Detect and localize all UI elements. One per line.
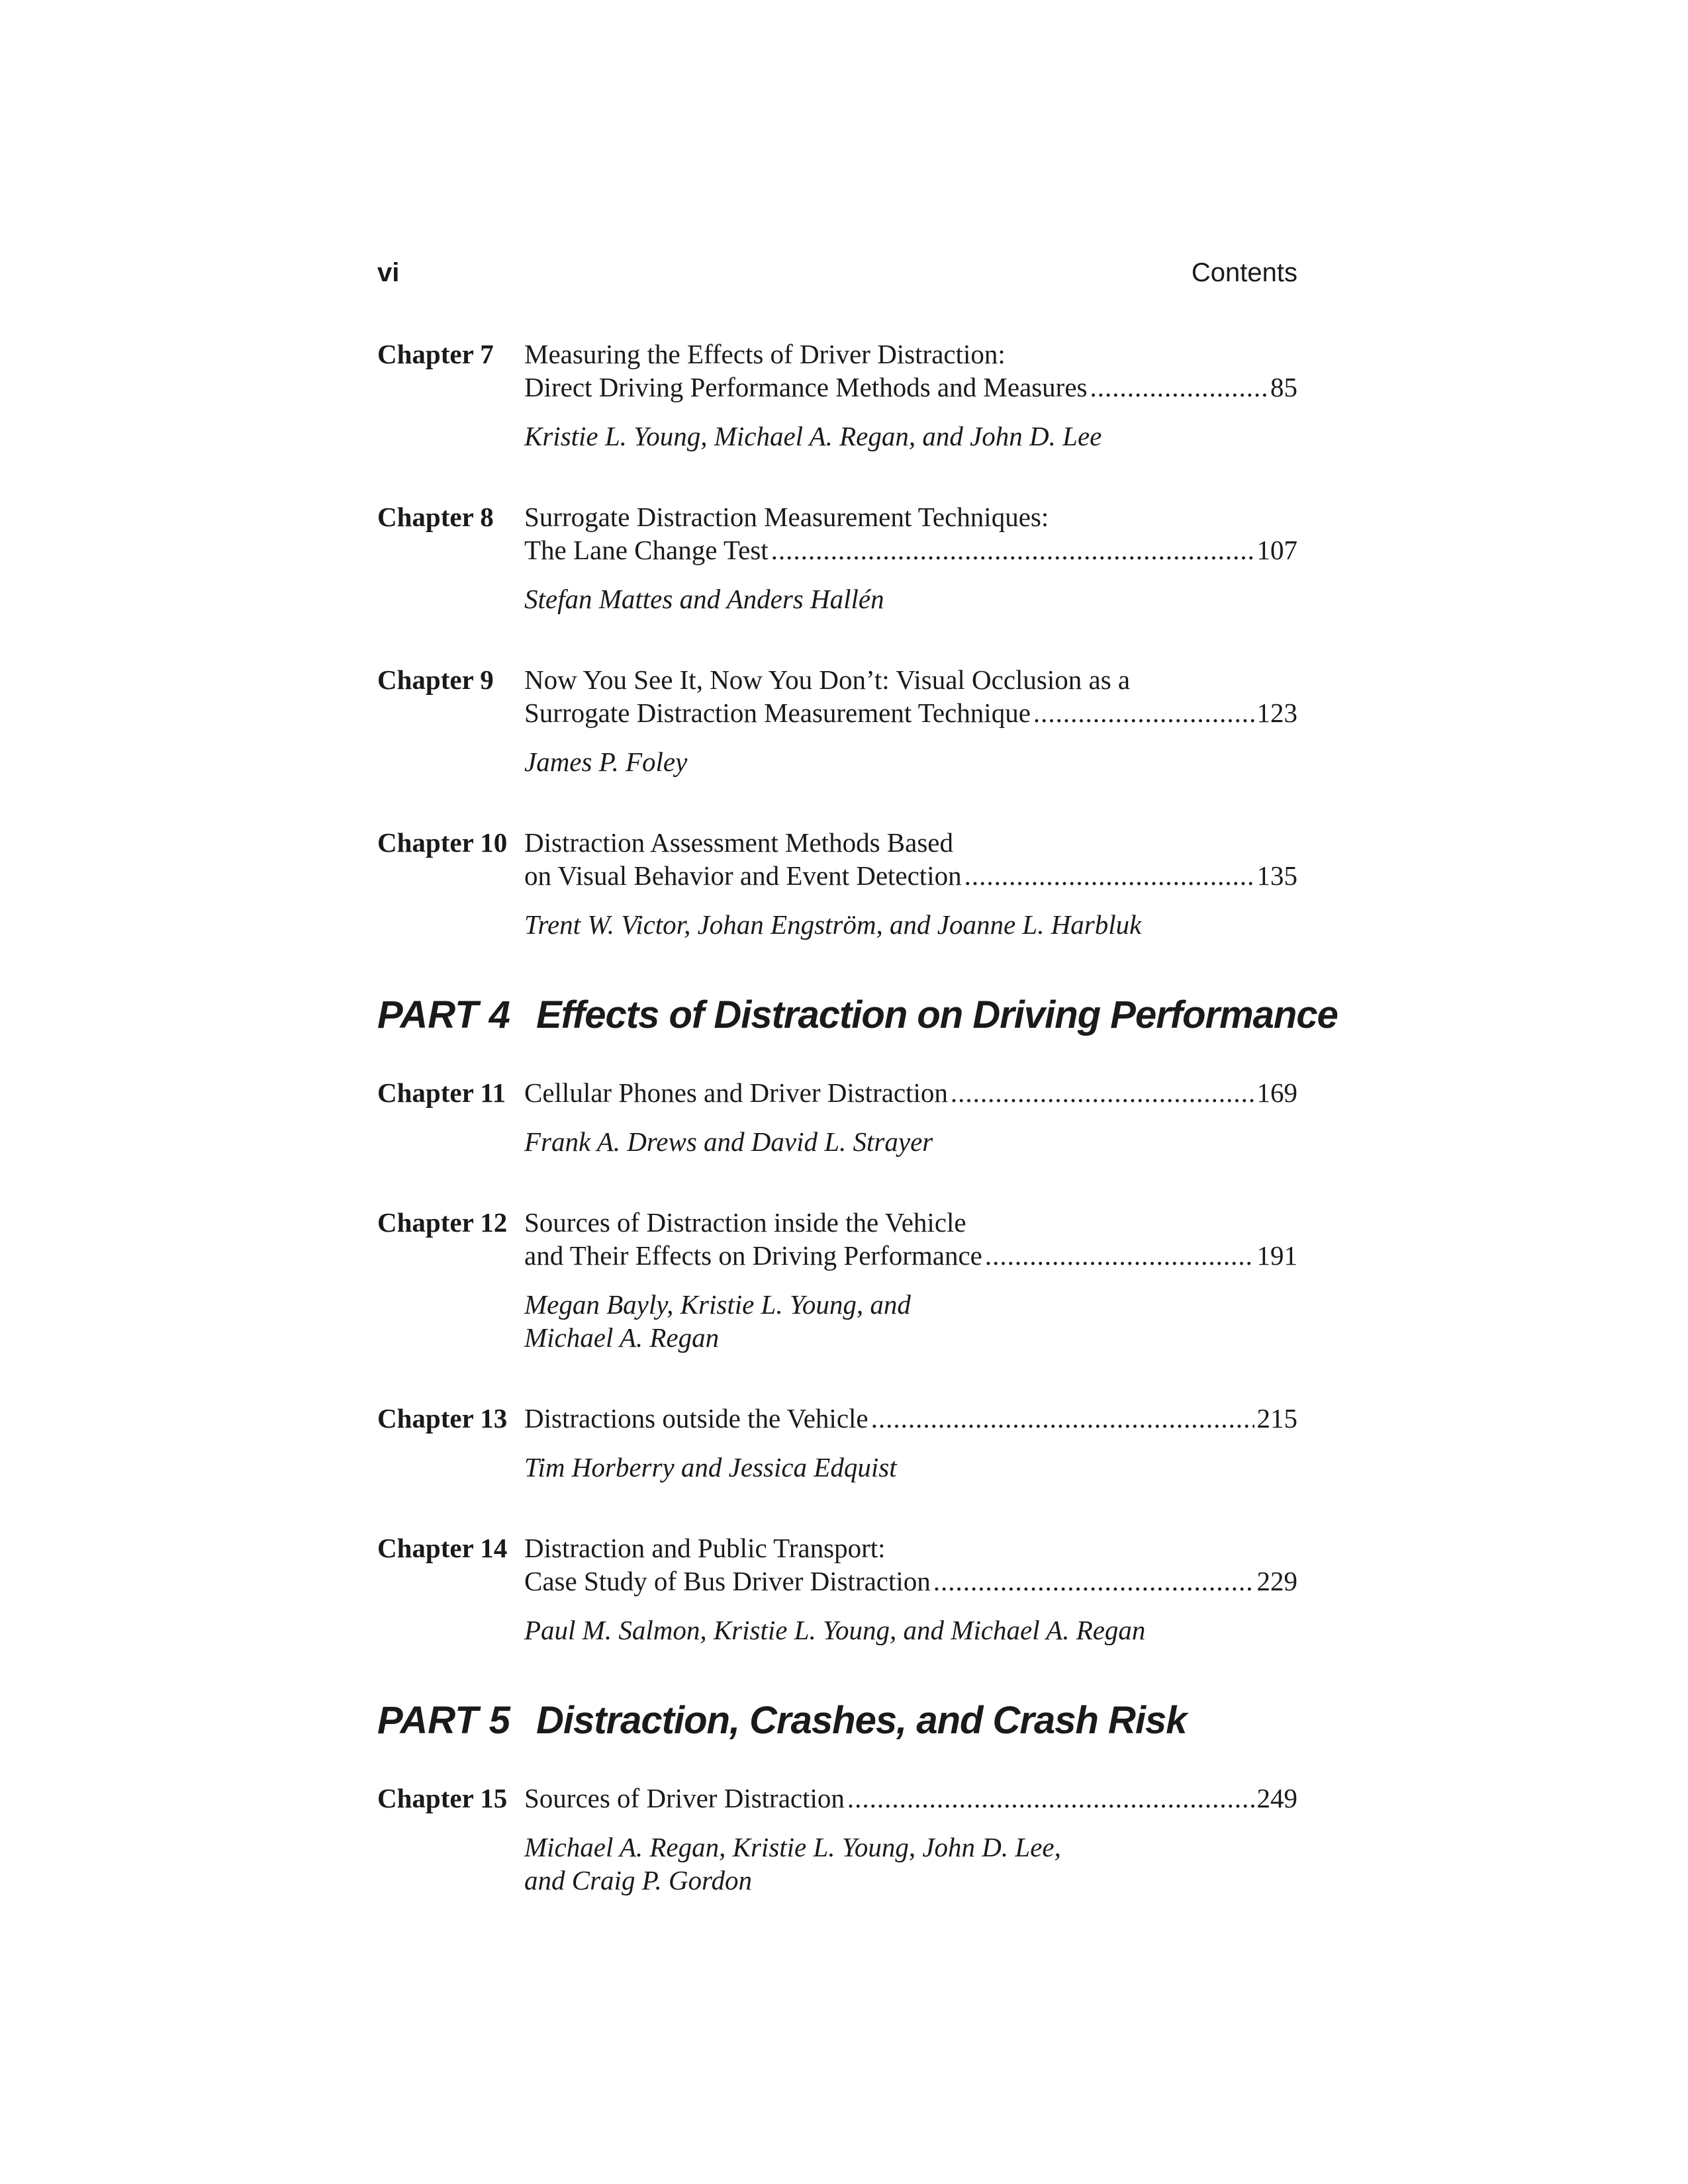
- chapter-label: Chapter 13: [377, 1403, 508, 1433]
- author-line: Kristie L. Young, Michael A. Regan, and John D. Lee: [524, 421, 1102, 451]
- toc-entry[interactable]: [377, 1782, 1297, 1897]
- chapter-authors: [524, 1125, 1297, 1158]
- toc-entry[interactable]: [377, 1206, 1297, 1354]
- chapter-title-line: [524, 533, 1297, 567]
- page-number[interactable]: 169: [1256, 1077, 1297, 1108]
- chapter-label: Chapter 15: [377, 1783, 508, 1813]
- part-heading: [377, 1694, 1297, 1747]
- chapter-authors: [524, 1614, 1297, 1647]
- chapter-label: Chapter 11: [377, 1077, 506, 1108]
- chapter-body: [524, 338, 1297, 453]
- dot-leader: [964, 859, 1254, 892]
- chapter-title-text: Sources of Driver Distraction: [524, 1783, 845, 1813]
- toc-entry[interactable]: [377, 1402, 1297, 1484]
- page-number[interactable]: 123: [1256, 698, 1297, 728]
- toc-entry[interactable]: [377, 338, 1297, 453]
- chapter-title-line: [524, 1402, 1297, 1435]
- page-number[interactable]: 229: [1256, 1566, 1297, 1596]
- page-number[interactable]: 191: [1256, 1240, 1297, 1271]
- dot-leader: [771, 533, 1254, 567]
- author-line: and Craig P. Gordon: [524, 1865, 752, 1895]
- running-section-title: Contents: [1191, 258, 1297, 287]
- toc-entry[interactable]: [377, 1076, 1297, 1158]
- toc-entry[interactable]: [377, 1531, 1297, 1647]
- author-line: Michael A. Regan: [524, 1322, 720, 1353]
- chapter-title-line: Distraction and Public Transport:: [524, 1533, 886, 1563]
- chapter-body: [524, 1782, 1297, 1897]
- toc-entry[interactable]: [377, 500, 1297, 615]
- chapter-title-line: [524, 696, 1297, 729]
- chapter-title-line: Now You See It, Now You Don’t: Visual Occlusion as a: [524, 664, 1131, 695]
- dot-leader: [933, 1565, 1254, 1598]
- chapter-authors: [524, 582, 1297, 615]
- chapter-body: [524, 826, 1297, 941]
- chapter-title-line: [524, 1565, 1297, 1598]
- chapter-body: [524, 1531, 1297, 1647]
- chapter-title-text: The Lane Change Test: [524, 535, 769, 565]
- chapter-title-text: Cellular Phones and Driver Distraction: [524, 1077, 948, 1108]
- chapter-label: Chapter 8: [377, 502, 494, 532]
- toc-entry[interactable]: [377, 826, 1297, 941]
- author-line: Tim Horberry and Jessica Edquist: [524, 1452, 897, 1482]
- chapter-title-text: and Their Effects on Driving Performance: [524, 1240, 982, 1271]
- chapter-title-line: Distraction Assessment Methods Based: [524, 827, 953, 858]
- chapter-title-line: [524, 371, 1297, 404]
- chapter-authors: [524, 1288, 1297, 1354]
- dot-leader: [1033, 696, 1254, 729]
- author-line: Paul M. Salmon, Kristie L. Young, and Michael A. Regan: [524, 1615, 1146, 1645]
- chapter-authors: [524, 1831, 1297, 1897]
- table-of-contents: [377, 338, 1338, 1944]
- chapter-title-line: [524, 1076, 1297, 1109]
- page-number[interactable]: 249: [1256, 1783, 1297, 1813]
- chapter-title-text: Direct Driving Performance Methods and Measures: [524, 372, 1088, 402]
- author-line: Michael A. Regan, Kristie L. Young, John D. Lee,: [524, 1832, 1061, 1862]
- chapter-title-text: on Visual Behavior and Event Detection: [524, 860, 962, 891]
- chapter-label: Chapter 7: [377, 339, 494, 369]
- author-line: Megan Bayly, Kristie L. Young, and: [524, 1289, 911, 1320]
- dot-leader: [985, 1239, 1254, 1272]
- chapter-label: Chapter 14: [377, 1533, 508, 1563]
- part-label: PART 4: [377, 993, 510, 1036]
- chapter-body: [524, 1402, 1297, 1484]
- chapter-title-line: Surrogate Distraction Measurement Techniques:: [524, 502, 1049, 532]
- page-number[interactable]: 107: [1256, 535, 1297, 565]
- author-line: Stefan Mattes and Anders Hallén: [524, 584, 884, 614]
- chapter-body: [524, 663, 1297, 778]
- dot-leader: [1090, 371, 1268, 404]
- running-head: [377, 258, 1297, 304]
- page-number[interactable]: 85: [1270, 372, 1297, 402]
- chapter-title-line: [524, 1782, 1297, 1815]
- part-label: PART 5: [377, 1699, 510, 1742]
- part-title: Distraction, Crashes, and Crash Risk: [536, 1699, 1187, 1742]
- toc-entry[interactable]: [377, 663, 1297, 778]
- chapter-authors: [524, 1451, 1297, 1484]
- dot-leader: [871, 1402, 1254, 1435]
- chapter-label: Chapter 10: [377, 827, 508, 858]
- page-number[interactable]: 135: [1256, 860, 1297, 891]
- page-number[interactable]: 215: [1256, 1403, 1297, 1433]
- author-line: Frank A. Drews and David L. Strayer: [524, 1126, 933, 1157]
- chapter-body: [524, 1076, 1297, 1158]
- chapter-title-text: Surrogate Distraction Measurement Technique: [524, 698, 1031, 728]
- chapter-body: [524, 1206, 1297, 1354]
- chapter-authors: [524, 908, 1297, 941]
- chapter-body: [524, 500, 1297, 615]
- part-heading: [377, 989, 1338, 1042]
- chapter-label: Chapter 12: [377, 1207, 508, 1238]
- chapter-title-line: [524, 859, 1297, 892]
- part-title: Effects of Distraction on Driving Performance: [536, 993, 1338, 1036]
- chapter-title-text: Case Study of Bus Driver Distraction: [524, 1566, 931, 1596]
- chapter-title-line: Measuring the Effects of Driver Distraction:: [524, 339, 1006, 369]
- dot-leader: [847, 1782, 1254, 1815]
- chapter-label: Chapter 9: [377, 664, 494, 695]
- chapter-title-text: Distractions outside the Vehicle: [524, 1403, 868, 1433]
- chapter-title-line: Sources of Distraction inside the Vehicle: [524, 1207, 966, 1238]
- chapter-authors: [524, 745, 1297, 778]
- dot-leader: [951, 1076, 1254, 1109]
- chapter-authors: [524, 420, 1297, 453]
- chapter-title-line: [524, 1239, 1297, 1272]
- author-line: James P. Foley: [524, 747, 688, 777]
- author-line: Trent W. Victor, Johan Engström, and Joanne L. Harbluk: [524, 909, 1142, 940]
- page-folio: vi: [377, 258, 400, 287]
